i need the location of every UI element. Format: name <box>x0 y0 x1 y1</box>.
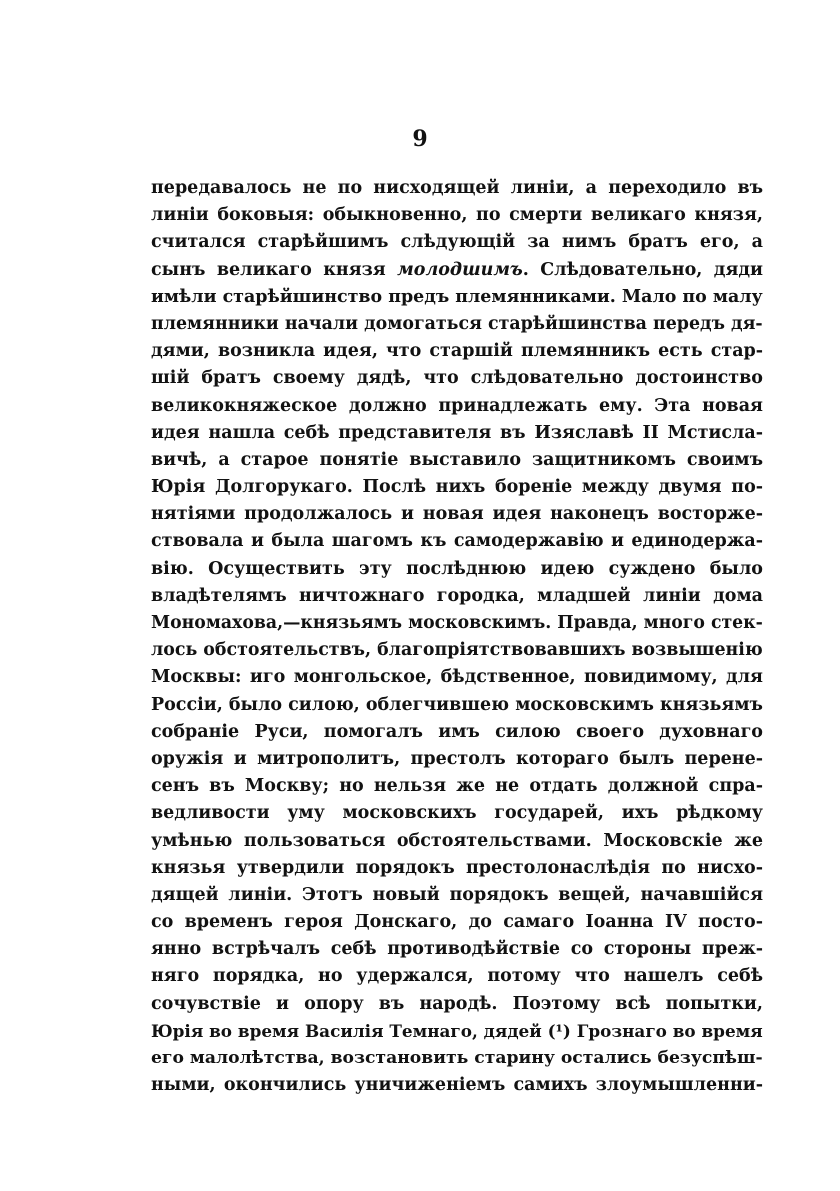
text-line <box>151 175 763 202</box>
text-line <box>151 528 763 555</box>
text-line <box>151 1045 763 1072</box>
italic-term: молодшимъ <box>397 259 523 280</box>
text-line-content: Мономахова,—князьямъ московскимъ. Правда, много стек- <box>151 613 763 633</box>
text-line-content: его малолѣтства, возстановить старину остались безуспѣш- <box>151 1048 763 1068</box>
text-line-content: ствовала и была шагомъ къ самодержавію и единодержа- <box>151 531 763 552</box>
text-line-content: вичѣ, а старое понятіе выставило защитникомъ своимъ <box>151 449 763 470</box>
text-line-content: считался старѣйшимъ слѣдующій за нимъ братъ его, а <box>151 232 763 253</box>
text-line <box>151 773 763 800</box>
text-line <box>151 991 763 1018</box>
text-line <box>151 963 763 990</box>
text-line <box>151 746 763 773</box>
text-line <box>151 1072 763 1099</box>
text-line <box>151 393 763 420</box>
text-line-content: няго порядка, но удержался, потому что нашелъ себѣ <box>151 966 763 987</box>
text-line-content: Юрія во время Василія Темнаго, дядей (¹) Грознаго во время <box>151 1020 763 1041</box>
text-line-content: дящей линіи. Этотъ новый порядокъ вещей, начавшійся <box>151 884 763 905</box>
text-line <box>151 365 763 392</box>
text-line <box>151 909 763 936</box>
text-line <box>151 882 763 909</box>
text-segment: сынъ великаго князя <box>151 259 398 280</box>
text-line-content: оружія и митрополитъ, престолъ котораго былъ перене- <box>151 748 763 769</box>
text-line <box>151 311 763 338</box>
text-line-content: шій братъ своему дядѣ, что слѣдовательно достоинство <box>151 368 763 389</box>
text-line-content: сочувствіе и опору въ народѣ. Поэтому всѣ попытки, <box>151 993 763 1014</box>
text-line <box>151 664 763 691</box>
text-line-content: собраніе Руси, помогалъ имъ силою своего духовнаго <box>151 721 763 742</box>
page-number: 9 <box>412 126 428 152</box>
text-line <box>151 474 763 501</box>
text-line <box>151 637 763 664</box>
text-line <box>151 936 763 963</box>
text-line <box>151 229 763 256</box>
text-line-content: племянники начали домогаться старѣйшинства передъ дя- <box>151 313 763 334</box>
text-segment: . Слѣдовательно, дяди <box>522 259 763 280</box>
text-line-content: лось обстоятельствъ, благопріятствовавшихъ возвышенію <box>151 640 763 661</box>
text-line-content: Россіи, было силою, облегчившею московскимъ князьямъ <box>151 694 763 715</box>
text-line <box>151 501 763 528</box>
text-line-content: Юрія Долгорукаго. Послѣ нихъ бореніе между двумя по- <box>151 477 763 498</box>
text-line-content: владѣтелямъ ничтожнаго городка, младшей линіи дома <box>151 585 763 606</box>
body-text <box>151 175 763 1099</box>
text-line-content: со временъ героя Донскаго, до самаго Іоанна IV посто- <box>151 912 763 933</box>
text-line <box>151 202 763 229</box>
text-line <box>151 828 763 855</box>
text-line <box>151 692 763 719</box>
text-line <box>151 284 763 311</box>
text-line-content: ведливости уму московскихъ государей, ихъ рѣдкому <box>151 803 763 824</box>
text-line <box>151 583 763 610</box>
text-line <box>151 610 763 637</box>
text-line-content: идея нашла себѣ представителя въ Изяславѣ II Мстисла- <box>151 422 763 443</box>
text-line <box>151 800 763 827</box>
text-line <box>151 719 763 746</box>
text-line <box>151 338 763 365</box>
text-line-content: сенъ въ Москву; но нельзя же не отдать должной спра- <box>151 776 763 797</box>
text-line <box>151 556 763 583</box>
text-line <box>151 257 763 284</box>
text-line <box>151 420 763 447</box>
text-line-content: великокняжеское должно принадлежать ему. Эта новая <box>151 395 763 416</box>
text-line-content: линіи боковыя: обыкновенно, по смерти великаго князя, <box>151 205 763 226</box>
text-line-content: имѣли старѣйшинство предъ племянниками. Мало по малу <box>151 286 763 307</box>
text-line <box>151 1018 763 1045</box>
text-line-content: передавалось не по нисходящей линіи, а переходило въ <box>151 178 763 198</box>
text-line-content: умѣнью пользоваться обстоятельствами. Московскіе же <box>151 830 763 851</box>
text-line-content: дями, возникла идея, что старшій племянникъ есть стар- <box>151 341 763 362</box>
text-line-content: князья утвердили порядокъ престолонаслѣдія по нисхо- <box>151 857 763 878</box>
text-line-content: ными, окончились уничиженіемъ самихъ злоумышленни- <box>151 1075 763 1096</box>
text-line-content: янно встрѣчалъ себѣ противодѣйствіе со стороны преж- <box>151 939 763 960</box>
text-line-content: вію. Осуществить эту послѣднюю идею суждено было <box>151 558 763 579</box>
text-line-content: нятіями продолжалось и новая идея наконецъ восторже- <box>151 504 763 525</box>
text-line <box>151 447 763 474</box>
text-line <box>151 855 763 882</box>
text-line-content: Москвы: иго монгольское, бѣдственное, повидимому, для <box>151 667 763 688</box>
